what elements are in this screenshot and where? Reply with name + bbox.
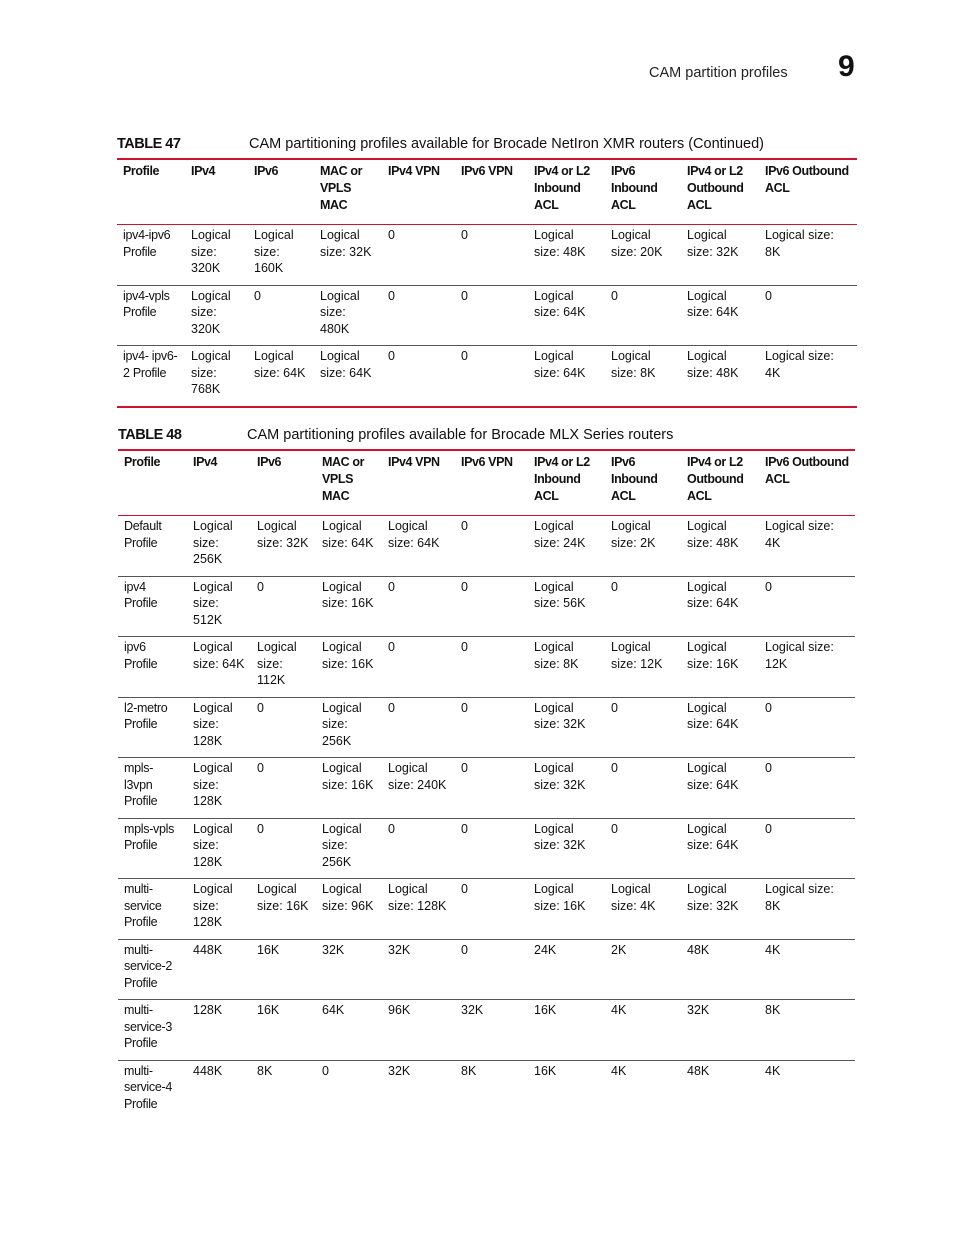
table-cell: Logical size: 16K — [316, 758, 382, 819]
table-cell: 0 — [455, 818, 528, 879]
table-cell: 0 — [382, 818, 455, 879]
chapter-number: 9 — [838, 50, 855, 83]
table-cell: Logical size: 64K — [528, 346, 605, 407]
table-47-title: CAM partitioning profiles available for Brocade NetIron XMR routers (Continued) — [249, 136, 764, 152]
table-cell: 8K — [759, 1000, 855, 1061]
table-cell: 0 — [382, 637, 455, 698]
table-cell: Logical size: 64K — [316, 516, 382, 577]
running-header-title: CAM partition profiles — [649, 65, 788, 81]
column-header: IPv4 or L2 Inbound ACL — [528, 159, 605, 225]
table-cell: Logical size: 128K — [382, 879, 455, 940]
table-cell: Logical size: 320K — [185, 285, 248, 346]
column-header: MAC or VPLS MAC — [314, 159, 382, 225]
table-cell: Logical size: 8K — [605, 346, 681, 407]
table-cell: Logical size: 32K — [528, 818, 605, 879]
table-cell: 4K — [765, 1063, 781, 1078]
table-cell: 0 — [605, 697, 681, 758]
table-cell: 4K — [759, 939, 855, 1000]
table-48 — [118, 449, 855, 1120]
table-47 — [117, 158, 857, 408]
table-47-header-row — [117, 159, 857, 225]
table-cell: Logical size: 4K — [759, 346, 857, 407]
table-cell: Logical size: 32K — [681, 879, 759, 940]
table-cell: Logical size: 48K — [528, 225, 605, 286]
table-47-block — [117, 136, 849, 408]
table-cell: Logical size: 64K — [248, 346, 314, 407]
profile-name-cell: ipv4-ipv6 Profile — [117, 225, 185, 286]
profile-name-cell: Default Profile — [118, 516, 187, 577]
table-cell: 16K — [534, 1063, 557, 1078]
column-header: MAC or VPLS MAC — [316, 450, 382, 516]
table-cell: Logical size: 256K — [316, 697, 382, 758]
table-cell: Logical size: 256K — [187, 516, 251, 577]
table-cell: 0 — [251, 758, 316, 819]
table-cell: 32K — [455, 1000, 528, 1061]
table-cell: Logical size: 64K — [681, 818, 759, 879]
table-cell: Logical size: 32K — [528, 697, 605, 758]
table-cell: 0 — [759, 285, 857, 346]
profile-name-cell: mpls-vpls Profile — [118, 818, 187, 879]
table-cell: Logical size: 64K — [681, 758, 759, 819]
table-row — [118, 879, 855, 940]
table-cell: 448K — [193, 1063, 223, 1078]
profile-name-cell: ipv4 Profile — [118, 576, 187, 637]
column-header: IPv6 VPN — [455, 159, 528, 225]
column-header: IPv4 — [185, 159, 248, 225]
table-cell: 0 — [322, 1063, 329, 1078]
profile-name-cell: multi- service-4 Profile — [124, 1063, 173, 1111]
table-cell: Logical size: 64K — [681, 697, 759, 758]
table-cell: Logical size: 12K — [759, 637, 855, 698]
table-cell: 0 — [605, 818, 681, 879]
table-cell: Logical size: 8K — [759, 879, 855, 940]
table-cell: 16K — [251, 939, 316, 1000]
column-header: IPv4 VPN — [382, 450, 455, 516]
table-cell: Logical size: 112K — [251, 637, 316, 698]
table-cell: 0 — [455, 939, 528, 1000]
column-header: Profile — [118, 450, 187, 516]
table-cell: 0 — [605, 576, 681, 637]
table-cell: Logical size: 64K — [382, 516, 455, 577]
table-cell: 0 — [759, 697, 855, 758]
table-row — [118, 516, 855, 577]
table-cell: 0 — [382, 576, 455, 637]
table-48-block — [118, 427, 849, 1120]
table-cell: 32K — [382, 939, 455, 1000]
profile-name-cell: multi- service-2 Profile — [118, 939, 187, 1000]
table-cell: Logical size: 16K — [316, 576, 382, 637]
table-cell: 0 — [455, 576, 528, 637]
table-cell: 0 — [759, 818, 855, 879]
table-cell: 0 — [455, 637, 528, 698]
table-cell: 4K — [611, 1063, 627, 1078]
column-header: IPv6 — [248, 159, 314, 225]
table-cell: 128K — [187, 1000, 251, 1061]
table-cell: Logical size: 12K — [605, 637, 681, 698]
table-cell: 0 — [251, 697, 316, 758]
table-cell: Logical size: 320K — [185, 225, 248, 286]
table-47-label: TABLE 47 — [117, 136, 181, 152]
table-cell: 0 — [455, 879, 528, 940]
table-cell: Logical size: 48K — [681, 346, 759, 407]
table-row — [118, 637, 855, 698]
table-cell: Logical size: 48K — [681, 516, 759, 577]
table-cell: Logical size: 56K — [528, 576, 605, 637]
column-header: IPv6 Inbound ACL — [605, 450, 681, 516]
table-cell: Logical size: 96K — [316, 879, 382, 940]
table-cell: 8K — [461, 1063, 477, 1078]
table-cell: Logical size: 64K — [187, 637, 251, 698]
table-cell: 4K — [605, 1000, 681, 1061]
table-cell: 2K — [605, 939, 681, 1000]
table-cell: Logical size: 64K — [314, 346, 382, 407]
table-row — [118, 1060, 855, 1120]
profile-name-cell: multi- service Profile — [118, 879, 187, 940]
table-cell: Logical size: 32K — [528, 758, 605, 819]
table-row — [118, 939, 855, 1000]
table-cell: Logical size: 16K — [528, 879, 605, 940]
table-cell: Logical size: 8K — [528, 637, 605, 698]
table-cell: Logical size: 128K — [187, 697, 251, 758]
table-cell: 16K — [251, 1000, 316, 1061]
table-cell: 32K — [388, 1063, 411, 1078]
table-cell: 0 — [455, 346, 528, 407]
table-cell: Logical size: 256K — [316, 818, 382, 879]
table-row — [118, 576, 855, 637]
table-cell: 0 — [605, 285, 681, 346]
profile-name-cell: ipv4-vpls Profile — [117, 285, 185, 346]
table-cell: Logical size: 64K — [681, 285, 759, 346]
table-cell: 0 — [382, 697, 455, 758]
table-cell: 32K — [316, 939, 382, 1000]
table-cell: Logical size: 8K — [759, 225, 857, 286]
table-cell: 24K — [528, 939, 605, 1000]
table-48-header-row — [118, 450, 855, 516]
table-cell: Logical size: 16K — [251, 879, 316, 940]
table-row — [117, 285, 857, 346]
table-cell: Logical size: 32K — [314, 225, 382, 286]
column-header: IPv4 VPN — [382, 159, 455, 225]
table-48-caption — [118, 427, 835, 449]
profile-name-cell: ipv6 Profile — [118, 637, 187, 698]
profile-name-cell: ipv4- ipv6-2 Profile — [117, 346, 185, 407]
table-cell: Logical size: 24K — [528, 516, 605, 577]
table-cell: Logical size: 768K — [185, 346, 248, 407]
table-cell: 0 — [759, 758, 855, 819]
table-cell: 0 — [248, 285, 314, 346]
table-cell: 0 — [382, 346, 455, 407]
table-cell: 32K — [681, 1000, 759, 1061]
table-cell: 48K — [687, 1063, 710, 1078]
column-header: IPv6 Outbound ACL — [759, 450, 855, 516]
table-row — [118, 758, 855, 819]
table-cell: Logical size: 160K — [248, 225, 314, 286]
table-cell: 96K — [382, 1000, 455, 1061]
profile-name-cell: mpls- l3vpn Profile — [118, 758, 187, 819]
table-row — [118, 697, 855, 758]
table-cell: Logical size: 64K — [528, 285, 605, 346]
table-row — [118, 1000, 855, 1061]
table-cell: 0 — [455, 285, 528, 346]
table-48-label: TABLE 48 — [118, 427, 182, 443]
table-cell: Logical size: 240K — [382, 758, 455, 819]
column-header: IPv4 or L2 Outbound ACL — [681, 450, 759, 516]
column-header: IPv4 or L2 Inbound ACL — [528, 450, 605, 516]
profile-name-cell: multi- service-3 Profile — [118, 1000, 187, 1061]
column-header: IPv4 or L2 Outbound ACL — [681, 159, 759, 225]
table-cell: Logical size: 64K — [681, 576, 759, 637]
table-row — [117, 346, 857, 407]
table-cell: 0 — [382, 285, 455, 346]
table-cell: 0 — [382, 225, 455, 286]
table-cell: 48K — [681, 939, 759, 1000]
column-header: IPv6 — [251, 450, 316, 516]
table-cell: Logical size: 4K — [605, 879, 681, 940]
column-header: IPv6 Outbound ACL — [759, 159, 857, 225]
table-cell: 0 — [251, 818, 316, 879]
table-cell: 16K — [528, 1000, 605, 1061]
table-cell: Logical size: 2K — [605, 516, 681, 577]
table-cell: Logical size: 128K — [187, 879, 251, 940]
table-47-caption — [117, 136, 837, 158]
table-cell: 0 — [455, 225, 528, 286]
table-cell: Logical size: 32K — [681, 225, 759, 286]
table-cell: Logical size: 4K — [759, 516, 855, 577]
table-cell: 0 — [605, 758, 681, 819]
table-cell: Logical size: 16K — [681, 637, 759, 698]
profile-name-cell: l2-metro Profile — [118, 697, 187, 758]
table-cell: 8K — [257, 1063, 273, 1078]
table-cell: Logical size: 32K — [251, 516, 316, 577]
table-48-title: CAM partitioning profiles available for Brocade MLX Series routers — [247, 427, 674, 443]
table-cell: Logical size: 128K — [187, 758, 251, 819]
table-cell: 0 — [251, 576, 316, 637]
column-header: Profile — [117, 159, 185, 225]
table-cell: Logical size: 128K — [187, 818, 251, 879]
table-cell: 0 — [455, 758, 528, 819]
table-cell: Logical size: 512K — [187, 576, 251, 637]
table-row — [118, 818, 855, 879]
table-row — [117, 225, 857, 286]
table-cell: Logical size: 16K — [316, 637, 382, 698]
table-cell: 0 — [759, 576, 855, 637]
column-header: IPv6 Inbound ACL — [605, 159, 681, 225]
table-cell: Logical size: 480K — [314, 285, 382, 346]
column-header: IPv4 — [187, 450, 251, 516]
table-cell: 0 — [455, 697, 528, 758]
table-cell: 64K — [316, 1000, 382, 1061]
column-header: IPv6 VPN — [455, 450, 528, 516]
table-cell: 0 — [455, 516, 528, 577]
table-cell: 448K — [187, 939, 251, 1000]
table-cell: Logical size: 20K — [605, 225, 681, 286]
